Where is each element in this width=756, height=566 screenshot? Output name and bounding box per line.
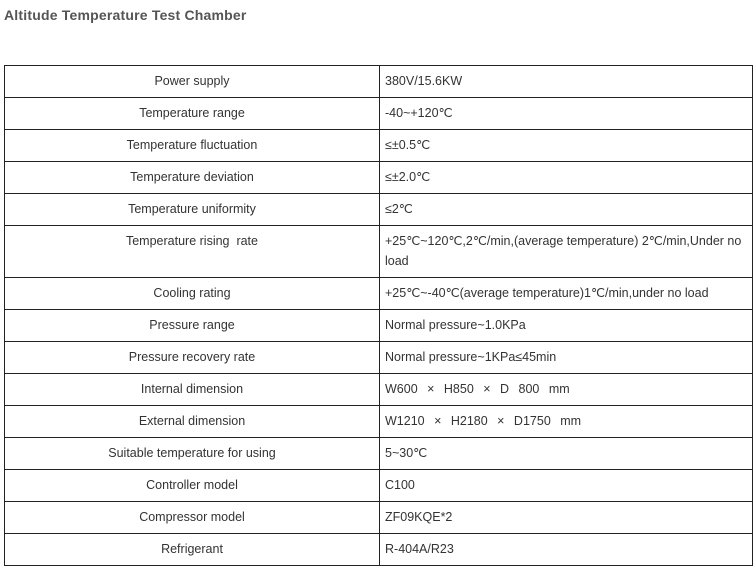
spec-label: Temperature rising rate — [5, 226, 380, 278]
spec-table — [4, 65, 753, 566]
spec-label: Temperature range — [5, 98, 380, 130]
spec-label: Pressure recovery rate — [5, 342, 380, 374]
spec-value: Normal pressure~1KPa≤45min — [380, 342, 753, 374]
spec-label: External dimension — [5, 406, 380, 438]
spec-value: +25℃~120℃,2℃/min,(average temperature) 2℃/min,Under no load — [380, 226, 753, 278]
table-row — [5, 278, 753, 310]
spec-value: ≤±2.0℃ — [380, 162, 753, 194]
table-row — [5, 342, 753, 374]
spec-value: W600 × H850 × D 800 mm — [380, 374, 753, 406]
table-row — [5, 470, 753, 502]
spec-value: 5~30℃ — [380, 438, 753, 470]
spec-label: Internal dimension — [5, 374, 380, 406]
spec-value: R-404A/R23 — [380, 534, 753, 566]
spec-label: Pressure range — [5, 310, 380, 342]
spec-label: Controller model — [5, 470, 380, 502]
table-row — [5, 66, 753, 98]
spec-value: W1210 × H2180 × D1750 mm — [380, 406, 753, 438]
spec-value: 380V/15.6KW — [380, 66, 753, 98]
page-title: Altitude Temperature Test Chamber — [4, 7, 247, 23]
spec-label: Cooling rating — [5, 278, 380, 310]
spec-label: Compressor model — [5, 502, 380, 534]
spec-value: ZF09KQE*2 — [380, 502, 753, 534]
table-row — [5, 310, 753, 342]
table-row — [5, 406, 753, 438]
spec-label: Power supply — [5, 66, 380, 98]
spec-label: Temperature uniformity — [5, 194, 380, 226]
spec-label: Suitable temperature for using — [5, 438, 380, 470]
spec-label: Temperature deviation — [5, 162, 380, 194]
table-row — [5, 194, 753, 226]
spec-label: Temperature fluctuation — [5, 130, 380, 162]
table-row — [5, 98, 753, 130]
spec-value: +25℃~-40℃(average temperature)1℃/min,under no load — [380, 278, 753, 310]
table-row — [5, 374, 753, 406]
table-row — [5, 130, 753, 162]
spec-value: ≤±0.5℃ — [380, 130, 753, 162]
table-row — [5, 226, 753, 278]
table-row — [5, 438, 753, 470]
table-row — [5, 534, 753, 566]
spec-value: Normal pressure~1.0KPa — [380, 310, 753, 342]
spec-value: ≤2℃ — [380, 194, 753, 226]
table-row — [5, 502, 753, 534]
table-row — [5, 162, 753, 194]
spec-value: -40~+120℃ — [380, 98, 753, 130]
spec-label: Refrigerant — [5, 534, 380, 566]
spec-value: C100 — [380, 470, 753, 502]
